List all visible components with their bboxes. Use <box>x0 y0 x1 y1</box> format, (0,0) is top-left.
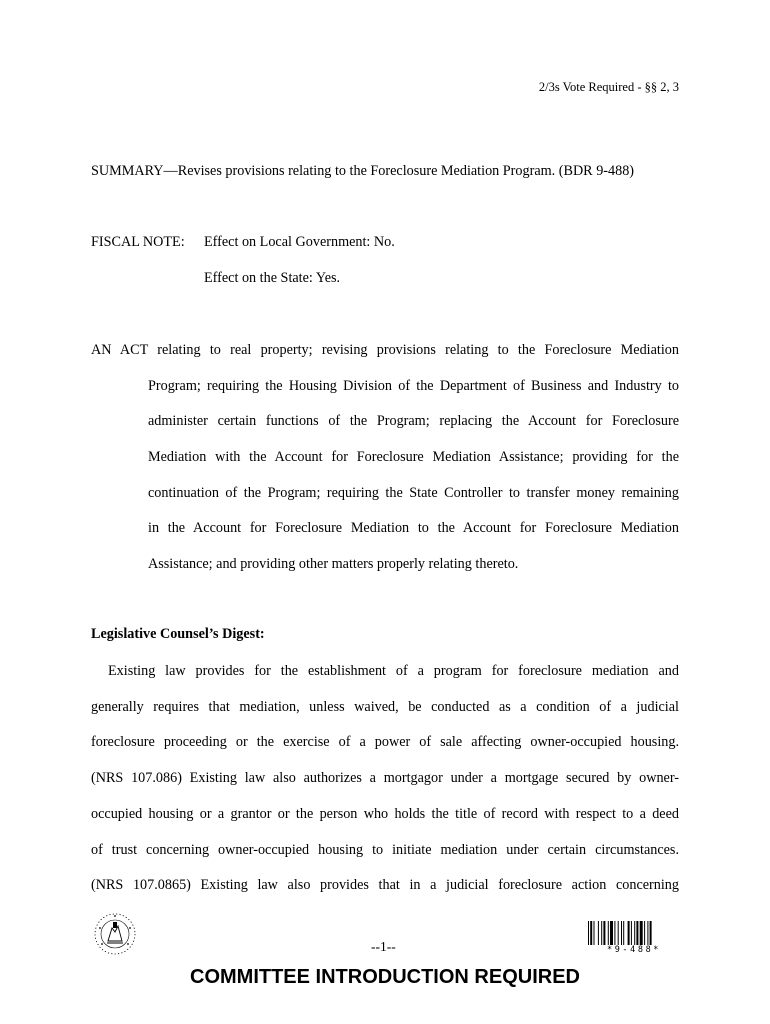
digest-heading: Legislative Counsel’s Digest: <box>91 626 265 642</box>
act-title-line: Program; requiring the Housing Division of the Department of Business and Industry to <box>148 378 679 394</box>
fiscal-note-local-government: Effect on Local Government: No. <box>204 234 395 250</box>
page-number: --1-- <box>371 939 396 954</box>
digest-line: Existing law provides for the establishment of a program for foreclosure mediation and <box>108 663 679 679</box>
act-title-line: Assistance; and providing other matters properly relating thereto. <box>148 556 519 572</box>
fiscal-note-label: FISCAL NOTE: <box>91 234 185 250</box>
state-seal-icon <box>91 910 139 958</box>
digest-line: (NRS 107.086) Existing law also authorizes a mortgagor under a mortgage secured by owner- <box>91 770 679 786</box>
digest-line: of trust concerning owner-occupied housing to initiate mediation under certain circumstances. <box>91 842 679 858</box>
act-title-line: Mediation with the Account for Foreclosure Mediation Assistance; providing for the <box>148 449 679 465</box>
bill-summary: SUMMARY—Revises provisions relating to the Foreclosure Mediation Program. (BDR 9-488) <box>91 163 635 179</box>
act-title-line: administer certain functions of the Program; replacing the Account for Foreclosure <box>148 413 679 429</box>
act-title-line: in the Account for Foreclosure Mediation to the Account for Foreclosure Mediation <box>148 520 679 536</box>
digest-line: (NRS 107.0865) Existing law also provides that in a judicial foreclosure action concerning <box>91 877 679 893</box>
digest-line: foreclosure proceeding or the exercise of a power of sale affecting owner-occupied housing. <box>91 734 679 750</box>
committee-notice: COMMITTEE INTRODUCTION REQUIRED <box>190 966 580 988</box>
barcode-text: *9-488* <box>606 945 662 955</box>
digest-line: occupied housing or a grantor or the person who holds the title of record with respect to a deed <box>91 806 679 822</box>
barcode-icon <box>588 921 680 945</box>
act-title-line: continuation of the Program; requiring the State Controller to transfer money remaining <box>148 485 679 501</box>
digest-line: generally requires that mediation, unless waived, be conducted as a condition of a judicial <box>91 699 679 715</box>
act-title-line: AN ACT relating to real property; revising provisions relating to the Foreclosure Mediation <box>91 342 679 358</box>
vote-requirement: 2/3s Vote Required - §§ 2, 3 <box>538 80 679 94</box>
fiscal-note-state: Effect on the State: Yes. <box>204 270 341 286</box>
